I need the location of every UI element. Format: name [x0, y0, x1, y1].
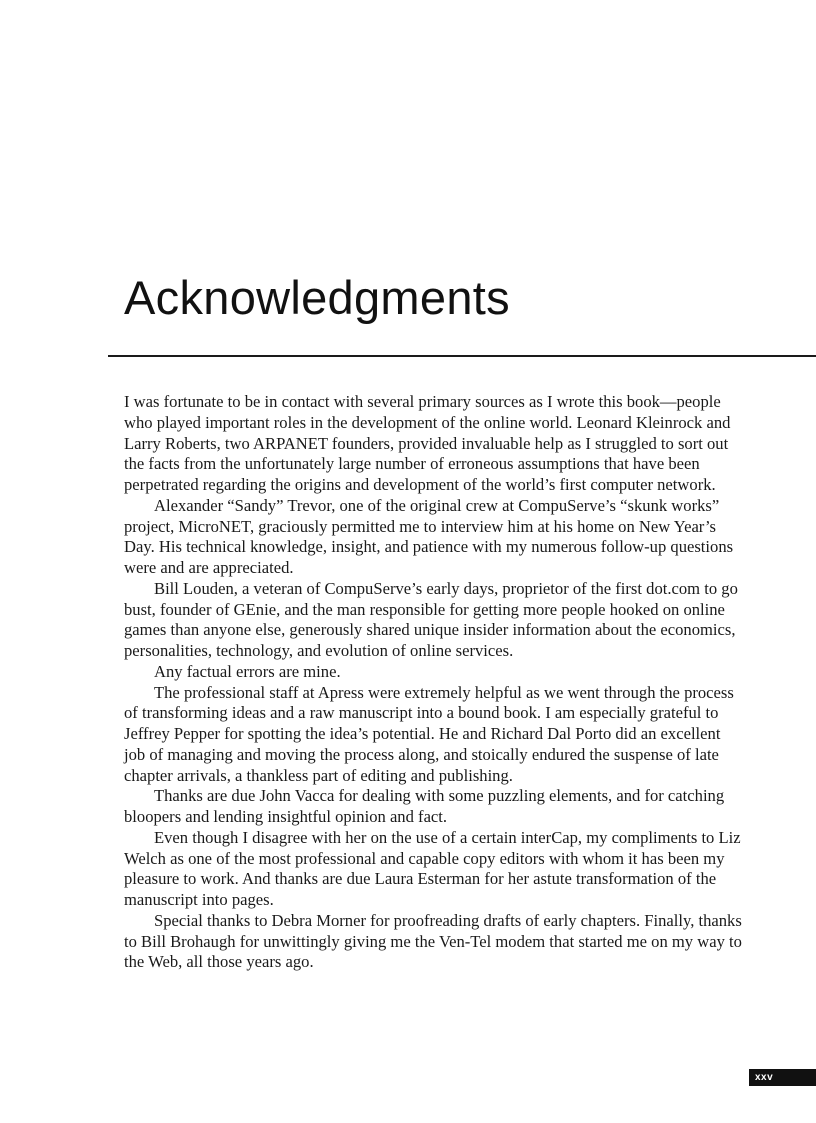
body-text [124, 392, 744, 973]
title-divider [108, 355, 816, 357]
paragraph: Special thanks to Debra Morner for proofreading drafts of early chapters. Finally, thanks to Bill Brohaugh for unwittingly giving me the Ven-Tel modem that started me on my way to the Web, all those years ago. [124, 910, 742, 972]
paragraph: Even though I disagree with her on the use of a certain interCap, my compliments to Liz Welch as one of the most professional and capable copy editors with whom it has been my pleasure to work. And thanks are due Laura Esterman for her astute transformation of the manuscript into pages. [124, 827, 741, 909]
paragraph: Bill Louden, a veteran of CompuServe’s early days, proprietor of the first dot.com to go bust, founder of GEnie, and the man responsible for getting more people hooked on online games than anyone else, generously shared unique insider information about the economics, personalities, technology, and evolution of online services. [124, 578, 738, 660]
page-title: Acknowledgments [124, 271, 510, 324]
paragraph: I was fortunate to be in contact with several primary sources as I wrote this book—people who played important roles in the development of the online world. Leonard Kleinrock and Larry Roberts, two ARPANET founders, provided invaluable help as I struggled to sort out the facts from the unfortunately large number of erroneous assumptions that have been perpetrated regarding the origins and development of the world’s first computer network. [124, 392, 731, 494]
page-number: xxv [749, 1069, 816, 1086]
paragraph: The professional staff at Apress were extremely helpful as we went through the process of transforming ideas and a raw manuscript into a bound book. I am especially grateful to Jeffrey Pepper for spotting the idea’s potential. He and Richard Dal Porto did an excellent job of managing and moving the process along, and stoically endured the suspense of late chapter arrivals, a thankless part of editing and publishing. [124, 682, 734, 785]
paragraph: Thanks are due John Vacca for dealing with some puzzling elements, and for catching bloopers and lending insightful opinion and fact. [124, 786, 725, 826]
paragraph: Any factual errors are mine. [154, 661, 341, 681]
paragraph: Alexander “Sandy” Trevor, one of the original crew at CompuServe’s “skunk works” project, MicroNET, graciously permitted me to interview him at his home on New Year’s Day. His technical knowledge, insight, and patience with my numerous follow-up questions were and are appreciated. [124, 495, 734, 577]
